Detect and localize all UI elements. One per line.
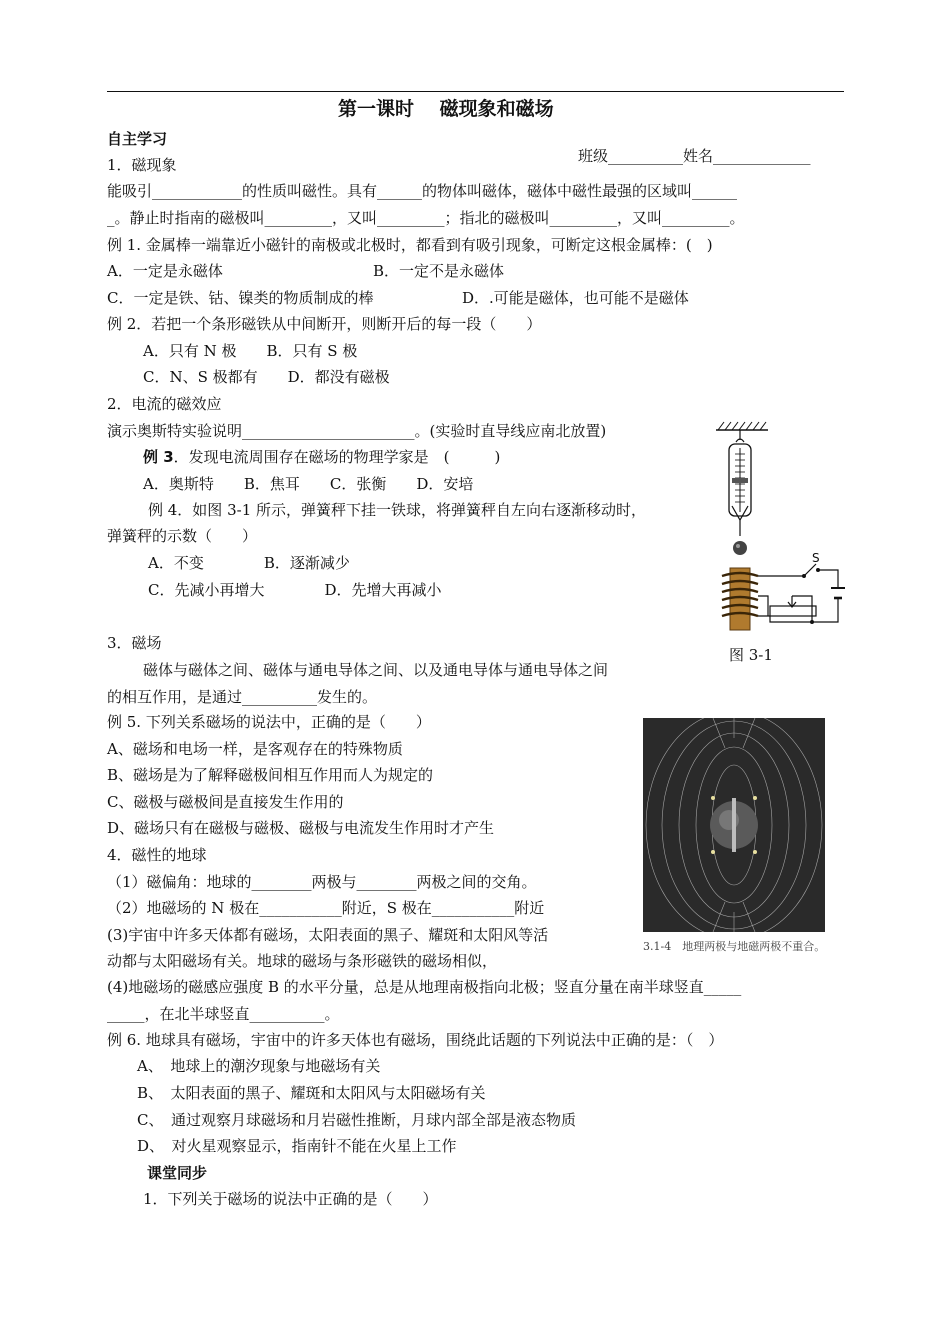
field-lines-illustration — [643, 718, 825, 932]
section-1-heading: 1．磁现象 — [107, 156, 177, 174]
example-5-option-c: C、磁极与磁极间是直接发生作用的 — [107, 793, 344, 811]
section-4-heading: 4．磁性的地球 — [107, 846, 207, 864]
example-1-option-a: A．一定是永磁体 — [107, 262, 223, 280]
photo-caption: 3.1-4 地理两极与地磁两极不重合。 — [643, 940, 826, 953]
section-2-heading: 2．电流的磁效应 — [107, 395, 222, 413]
example-3-label: 例 3 — [143, 448, 174, 466]
s2-oersted-line: 演示奥斯特实验说明_______________________。(实验时直导线应南北放置) — [107, 422, 607, 440]
s4-item-3-line-1: (3)宇宙中许多天体都有磁场，太阳表面的黑子、耀斑和太阳风等活 — [107, 926, 549, 944]
switch-label: S — [812, 551, 820, 565]
s4-item-2: （2）地磁场的 N 极在___________附近，S 极在___________附近 — [107, 899, 545, 917]
example-5-option-b: B、磁场是为了解释磁极间相互作用而人为规定的 — [107, 766, 434, 784]
s1-fill-line-2: _。静止时指南的磁极叫_________，又叫_________；指北的磁极叫_________，又叫_________。 — [107, 209, 745, 227]
example-4-line-1: 例 4．如图 3-1 所示，弹簧秤下挂一铁球，将弹簧秤自左向右逐渐移动时， — [148, 501, 647, 519]
example-4-options-cd: C．先减小再增大 D．先增大再减小 — [148, 581, 442, 599]
example-6-option-c: C、 通过观察月球磁场和月岩磁性推断，月球内部全部是液态物质 — [137, 1111, 576, 1129]
class-sync-question-1: 1．下列关于磁场的说法中正确的是（ ） — [143, 1190, 438, 1208]
example-1: 例 1. 金属棒一端靠近小磁针的南极或北极时，都看到有吸引现象，可断定这根金属棒：( ) — [107, 236, 713, 254]
example-3-options: A．奥斯特 B．焦耳 C．张衡 D．安培 — [143, 475, 474, 493]
example-2-options-cd: C．N、S 极都有 D．都没有磁极 — [143, 368, 390, 386]
figure-3-1-caption: 图 3-1 — [729, 646, 773, 664]
example-2: 例 2．若把一个条形磁铁从中间断开，则断开后的每一段（ ） — [107, 315, 542, 333]
s4-item-4-line-2: _____，在北半球竖直__________。 — [107, 1005, 340, 1023]
example-5-option-a: A、磁场和电场一样，是客观存在的特殊物质 — [107, 740, 403, 758]
example-6: 例 6. 地球具有磁场，宇宙中的许多天体也有磁场，围绕此话题的下列说法中正确的是：（ ） — [107, 1031, 724, 1049]
section-class-sync: 课堂同步 — [147, 1164, 208, 1182]
page-title: 第一课时 磁现象和磁场 — [338, 98, 554, 120]
s3-paragraph-line-2: 的相互作用，是通过__________发生的。 — [107, 688, 378, 706]
s3-paragraph-line-1: 磁体与磁体之间、磁体与通电导体之间、以及通电导体与通电导体之间 — [143, 661, 609, 679]
s4-item-1: （1）磁偏角：地球的________两极与________两极之间的交角。 — [107, 873, 537, 891]
example-6-option-b: B、 太阳表面的黑子、耀斑和太阳风与太阳磁场有关 — [137, 1084, 486, 1102]
class-name-fields: 班级__________姓名_____________ — [578, 147, 811, 165]
example-6-option-a: A、 地球上的潮汐现象与地磁场有关 — [137, 1057, 381, 1075]
header-rule — [107, 91, 844, 92]
s4-item-3-line-2: 动都与太阳磁场有关。地球的磁场与条形磁铁的磁场相似， — [107, 952, 498, 970]
s4-item-4-line-1: (4)地磁场的磁感应强度 B 的水平分量，总是从地理南极指向北极；竖直分量在南半球竖直_____ — [107, 978, 742, 996]
example-2-options-ab: A．只有 N 极 B．只有 S 极 — [143, 342, 358, 360]
example-1-option-c: C．一定是铁、钴、镍类的物质制成的棒 — [107, 289, 374, 307]
example-6-option-d: D、 对火星观察显示，指南针不能在火星上工作 — [137, 1137, 457, 1155]
example-3 — [143, 447, 500, 467]
section-3-heading: 3．磁场 — [107, 634, 162, 652]
earth-magnetic-field-photo — [643, 718, 825, 932]
example-3-text: ．发现电流周围存在磁场的物理学家是 ( ) — [173, 448, 501, 466]
example-1-option-d: D．.可能是磁体，也可能不是磁体 — [462, 289, 689, 307]
figure-3-1-diagram — [708, 420, 858, 632]
s1-fill-line-1: 能吸引____________的性质叫磁性。具有______的物体叫磁体，磁体中磁性最强的区域叫______ — [107, 182, 738, 200]
example-4-line-2: 弹簧秤的示数（ ） — [107, 527, 258, 545]
example-4-options-ab: A．不变 B．逐渐减少 — [148, 554, 350, 572]
section-self-study: 自主学习 — [107, 130, 168, 148]
example-5: 例 5. 下列关系磁场的说法中，正确的是（ ） — [107, 713, 431, 731]
example-5-option-d: D、磁场只有在磁极与磁极、磁极与电流发生作用时才产生 — [107, 819, 495, 837]
example-1-option-b: B．一定不是永磁体 — [373, 262, 505, 280]
